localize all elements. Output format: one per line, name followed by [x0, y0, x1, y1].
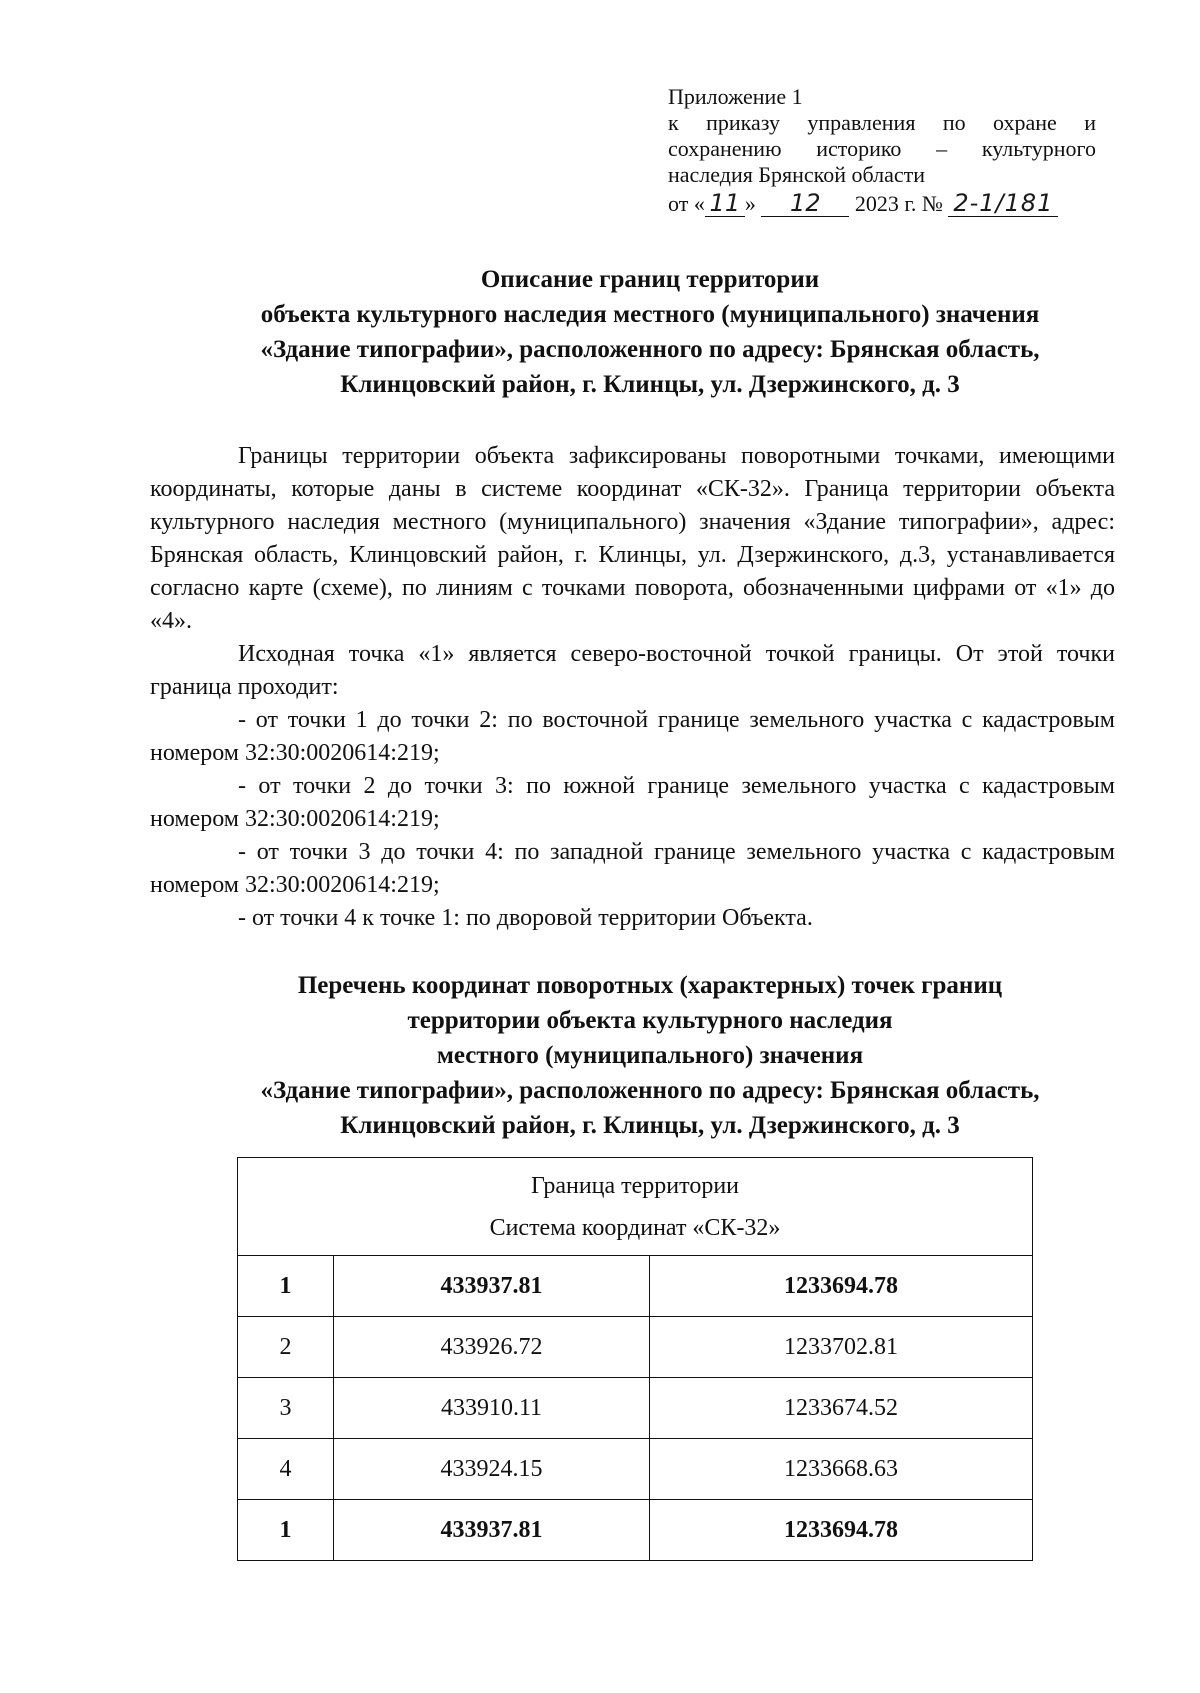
table-row [238, 1500, 1033, 1561]
heading-line: объекта культурного наследия местного (муниципального) значения [260, 301, 1040, 328]
point-number: 3 [238, 1378, 334, 1439]
order-date-line [668, 190, 1096, 217]
coord-y: 1233674.52 [650, 1378, 1033, 1439]
point-number: 4 [238, 1439, 334, 1500]
heading-line: Перечень координат поворотных (характерных) точек границ [297, 972, 1003, 999]
handwritten-order-number: 2-1/181 [948, 190, 1058, 217]
point-number: 1 [238, 1500, 334, 1561]
coord-y: 1233702.81 [650, 1317, 1033, 1378]
coord-x: 433926.72 [334, 1317, 650, 1378]
table-row [238, 1317, 1033, 1378]
segment-4-1: - от точки 4 к точке 1: по дворовой территории Объекта. [238, 905, 813, 931]
heading-line: «Здание типографии», расположенного по адресу: Брянская область, [260, 1077, 1040, 1104]
coord-x: 433937.81 [334, 1256, 650, 1317]
coordinates-table [237, 1157, 1033, 1561]
coord-x: 433910.11 [334, 1378, 650, 1439]
heading-line: местного (муниципального) значения [436, 1042, 864, 1069]
handwritten-month: 12 [761, 190, 849, 217]
boundary-description [150, 440, 1115, 935]
coord-x: 433924.15 [334, 1439, 650, 1500]
date-prefix: от « [668, 191, 705, 216]
coord-x: 433937.81 [334, 1500, 650, 1561]
heading-line: Клинцовский район, г. Клинцы, ул. Дзержинского, д. 3 [340, 371, 960, 398]
appendix-line-3: наследия Брянской области [668, 162, 926, 187]
appendix-line-1: к приказу управления по охране и [668, 110, 1096, 135]
table-row [238, 1378, 1033, 1439]
segment-2-3: - от точки 2 до точки 3: по южной границе земельного участка с кадастровым номером 32:30:0020614:219; [150, 773, 1115, 832]
heading-line: территории объекта культурного наследия [407, 1007, 893, 1034]
table-caption [238, 1158, 1033, 1256]
segment-1-2: - от точки 1 до точки 2: по восточной границе земельного участка с кадастровым номером 32:30:0020614:219; [150, 707, 1115, 766]
coordinates-heading [150, 968, 1150, 1143]
year-text: 2023 г. № [854, 191, 943, 216]
table-caption-system: Система координат «СК-32» [489, 1214, 781, 1241]
table-row [238, 1256, 1033, 1317]
paragraph-intro: Границы территории объекта зафиксированы поворотными точками, имеющими координаты, которые даны в системе координат «СК-32». Граница территории объекта культурного наследия местного (муниципального) значения «Здание типографии», адрес: Брянская область, Клинцовский район, г. Клинцы, ул. Дзержинского, д.3, устанавливается согласно карте (схеме), по линиям с точками поворота, обозначенными цифрами от «1» до «4». [150, 443, 1115, 634]
table-caption-title: Граница территории [530, 1172, 740, 1199]
point-number: 1 [238, 1256, 334, 1317]
description-heading [150, 262, 1150, 402]
coord-y: 1233694.78 [650, 1256, 1033, 1317]
paragraph-start-point: Исходная точка «1» является северо-восточной точкой границы. От этой точки граница проходит: [150, 641, 1115, 700]
heading-line: «Здание типографии», расположенного по адресу: Брянская область, [260, 336, 1040, 363]
appendix-line-2: сохранению историко – культурного [668, 136, 1096, 161]
table-row [238, 1439, 1033, 1500]
segment-3-4: - от точки 3 до точки 4: по западной границе земельного участка с кадастровым номером 32:30:0020614:219; [150, 839, 1115, 898]
heading-line: Описание границ территории [480, 266, 820, 293]
coord-y: 1233694.78 [650, 1500, 1033, 1561]
heading-line: Клинцовский район, г. Клинцы, ул. Дзержинского, д. 3 [340, 1112, 960, 1139]
point-number: 2 [238, 1317, 334, 1378]
appendix-block [668, 84, 1096, 217]
date-mid: » [744, 191, 756, 216]
table-caption-row [238, 1158, 1033, 1256]
handwritten-day: 11 [705, 190, 745, 217]
coord-y: 1233668.63 [650, 1439, 1033, 1500]
appendix-title: Приложение 1 [668, 84, 803, 109]
